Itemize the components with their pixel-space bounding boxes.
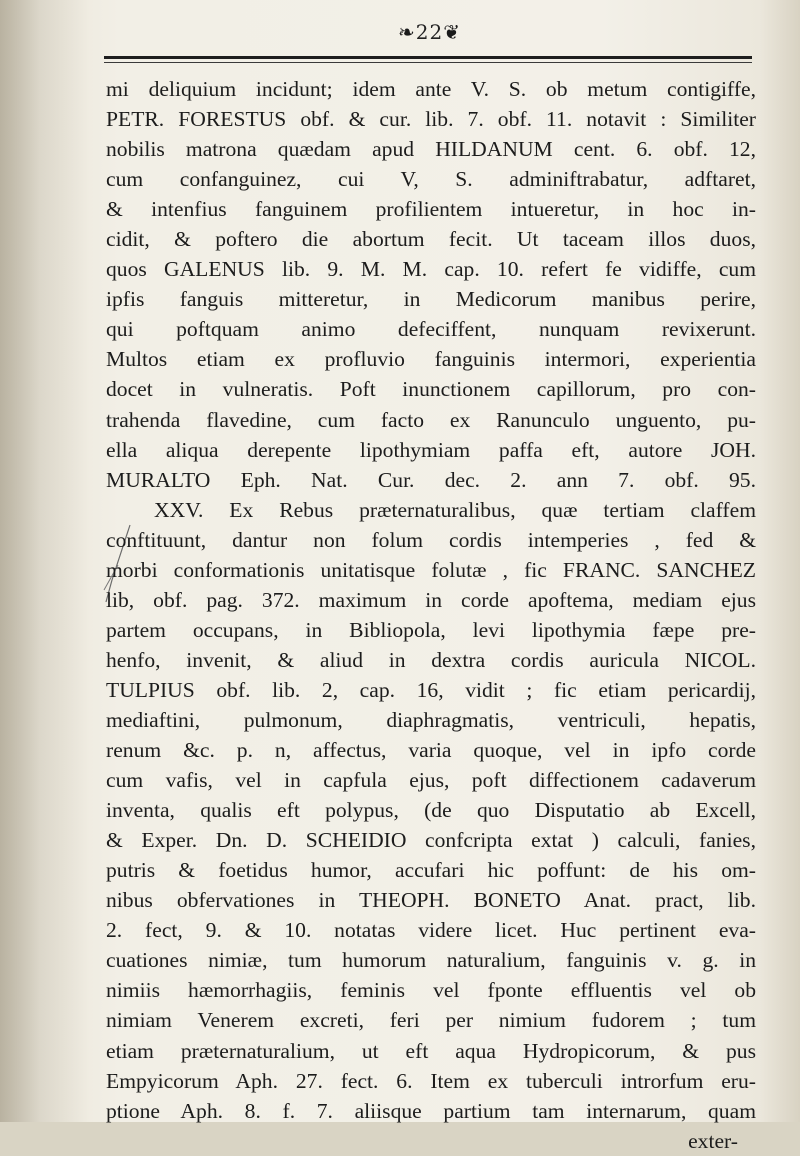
text-line: trahenda flavedine, cum facto ex Ranunculo unguento, pu- bbox=[106, 407, 756, 432]
text-line: & intenfius fanguinem profilientem intueretur, in hoc in- bbox=[106, 197, 756, 222]
text-line: nibus obfervationes in THEOPH. BONETO Anat. pract, lib. bbox=[106, 888, 756, 913]
text-line: lib, obf. pag. 372. maximum in corde apoftema, mediam ejus bbox=[106, 587, 756, 612]
text-line: 2. fect, 9. & 10. notatas videre licet. Huc pertinent eva- bbox=[106, 918, 756, 943]
text-line: qui poftquam animo defeciffent, nunquam revixerunt. bbox=[106, 317, 756, 342]
left-ornament-icon: ❧ bbox=[398, 20, 416, 44]
text-line: ipfis fanguis mitteretur, in Medicorum manibus perire, bbox=[106, 287, 756, 312]
page-number-block bbox=[398, 20, 461, 44]
text-line: nimiis hæmorrhagiis, feminis vel fponte effluentis vel ob bbox=[106, 978, 756, 1003]
text-line: Empyicorum Aph. 27. fect. 6. Item ex tuberculi introrfum eru- bbox=[106, 1068, 756, 1093]
text-line: cum confanguinez, cui V, S. adminiftrabatur, adftaret, bbox=[106, 167, 756, 192]
page-gutter-shadow bbox=[0, 0, 90, 1122]
text-line: partem occupans, in Bibliopola, levi lipothymia fæpe pre- bbox=[106, 617, 756, 642]
text-line: nobilis matrona quædam apud HILDANUM cent. 6. obf. 12, bbox=[106, 137, 756, 162]
page-number: 22 bbox=[415, 20, 444, 44]
text-line: docet in vulneratis. Poft inunctionem capillorum, pro con- bbox=[106, 377, 756, 402]
text-line: inventa, qualis eft polypus, (de quo Disputatio ab Excell, bbox=[106, 798, 756, 823]
text-line: renum &c. p. n, affectus, varia quoque, vel in ipfo corde bbox=[106, 738, 756, 763]
page-header bbox=[0, 6, 800, 66]
text-line: etiam præternaturalium, ut eft aqua Hydropicorum, & pus bbox=[106, 1038, 756, 1063]
text-line: conftituunt, dantur non folum cordis intemperies , fed & bbox=[106, 527, 756, 552]
right-ornament-icon: ❦ bbox=[443, 20, 461, 44]
text-line: & Exper. Dn. D. SCHEIDIO confcripta extat ) calculi, fanies, bbox=[106, 828, 756, 853]
text-line: nimiam Venerem excreti, feri per nimium fudorem ; tum bbox=[106, 1008, 756, 1033]
text-line: ella aliqua derepente lipothymiam paffa eft, autore JOH. bbox=[106, 437, 756, 462]
text-line: TULPIUS obf. lib. 2, cap. 16, vidit ; fic etiam pericardij, bbox=[106, 677, 756, 702]
text-line: morbi conformationis unitatisque folutæ , fic FRANC. SANCHEZ bbox=[106, 557, 756, 582]
text-line: MURALTO Eph. Nat. Cur. dec. 2. ann 7. obf. 95. bbox=[106, 467, 756, 492]
text-line: mi deliquium incidunt; idem ante V. S. ob metum contigiffe, bbox=[106, 77, 756, 101]
header-rule-thick bbox=[104, 56, 752, 59]
text-line: cuationes nimiæ, tum humorum naturalium, fanguinis v. g. in bbox=[106, 948, 756, 973]
text-line: quos GALENUS lib. 9. M. M. cap. 10. refert fe vidiffe, cum bbox=[106, 257, 756, 282]
text-line: ptione Aph. 8. f. 7. aliisque partium tam internarum, quam bbox=[106, 1098, 756, 1123]
section-start-line: XXV. Ex Rebus præternaturalibus, quæ tertiam claffem bbox=[154, 497, 756, 522]
text-line: putris & foetidus humor, accufari hic poffunt: de his om- bbox=[106, 858, 756, 883]
catchword: exter- bbox=[688, 1128, 738, 1153]
text-line: henfo, invenit, & aliud in dextra cordis auricula NICOL. bbox=[106, 647, 756, 672]
body-text bbox=[106, 74, 756, 1156]
text-line: PETR. FORESTUS obf. & cur. lib. 7. obf. 11. notavit : Similiter bbox=[106, 107, 756, 132]
header-rule-thin bbox=[104, 62, 752, 63]
text-line: mediaftini, pulmonum, diaphragmatis, ventriculi, hepatis, bbox=[106, 707, 756, 732]
text-line: cidit, & poftero die abortum fecit. Ut taceam illos duos, bbox=[106, 227, 756, 252]
text-line: cum vafis, vel in capfula ejus, poft diffectionem cadaverum bbox=[106, 768, 756, 793]
text-line: Multos etiam ex profluvio fanguinis intermori, experientia bbox=[106, 347, 756, 372]
